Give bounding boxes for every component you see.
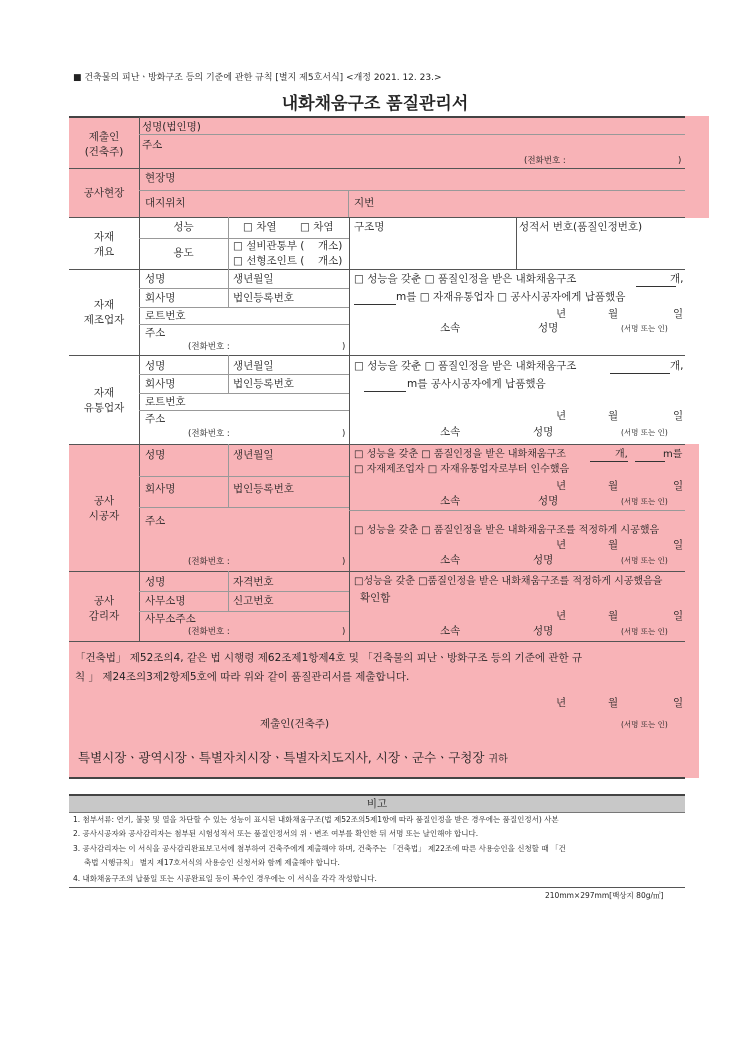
sup-statement-line1: □성능을 갖춘 □품질인정을 받은 내화채움구조를 적정하게 시공했음을 (354, 576, 663, 587)
cont-date-year-2: 년 (556, 539, 567, 551)
dist-company-label: 회사명 (145, 378, 176, 390)
cont-corp-label: 법인등록번호 (233, 483, 294, 495)
decl-date-month: 월 (608, 697, 619, 709)
sup-sign-name: 성명 (533, 625, 554, 637)
decl-submitter: 제출인(건축주) (260, 718, 330, 730)
dist-date-year: 년 (556, 410, 567, 422)
paper-spec: 210mm×297mm[백상지 80g/㎡] (545, 891, 664, 900)
cont-name-label: 성명 (145, 449, 166, 461)
mfr-affiliation: 소속 (440, 322, 461, 334)
mfr-lot-label: 로트번호 (145, 310, 186, 322)
cont-birth-label: 생년월일 (233, 449, 274, 461)
mfr-statement-line1: □ 성능을 갖춘 □ 품질인정을 받은 내화채움구조 (354, 273, 577, 285)
dist-sign-name: 성명 (533, 426, 554, 438)
sup-date-month: 월 (608, 610, 619, 622)
distributor-label: 자재 유통업자 (83, 387, 125, 414)
dist-sign: (서명 또는 인) (621, 428, 668, 437)
cont-address-label: 주소 (145, 515, 166, 527)
sup-name-label: 성명 (145, 576, 166, 588)
note-3a: 3. 공사감리자는 이 서식을 공사감리완료보고서에 첨부하여 건축주에게 제출해야 하며, 건축주는 「건축법」 제22조에 따른 사용승인을 신청할 때 「건 (73, 844, 566, 853)
sup-affiliation: 소속 (440, 625, 461, 637)
decl-sign: (서명 또는 인) (621, 720, 668, 729)
manufacturer-label: 자재 제조업자 (83, 299, 125, 326)
decl-recipient: 특별시장ㆍ광역시장ㆍ특별자치시장ㆍ특별자치도지사, 시장ㆍ군수ㆍ구청장 귀하 (78, 750, 508, 765)
cont-statement-line3: □ 성능을 갖춘 □ 품질인정을 받은 내화채움구조를 적정하게 시공했음 (354, 525, 660, 536)
sup-sign: (서명 또는 인) (621, 627, 668, 636)
sup-office-addr-label: 사무소주소 (145, 613, 196, 625)
dist-birth-label: 생년월일 (233, 360, 274, 372)
mfr-name-label: 성명 (145, 273, 166, 285)
cont-statement-unit: 개, (615, 449, 628, 460)
form-title: 내화채움구조 품질관리서 (281, 94, 469, 114)
cont-statement-line1: □ 성능을 갖춘 □ 품질인정을 받은 내화채움구조 (354, 449, 566, 460)
mfr-date-month: 월 (608, 308, 619, 320)
cont-sign-name-1: 성명 (538, 495, 559, 507)
submitter-name-label: 성명(법인명) (142, 121, 201, 133)
sup-phone-label: (전화번호 : (188, 627, 230, 637)
sup-date-year: 년 (556, 610, 567, 622)
dist-date-month: 월 (608, 410, 619, 422)
opt-pipe-checkbox[interactable]: □ 설비관통부 ( (233, 240, 305, 252)
note-4: 4. 내화채움구조의 납품일 또는 시공완료일 등이 복수인 경우에는 이 서식을 각각 작성합니다. (73, 874, 377, 883)
cont-statement-m: m를 (663, 449, 683, 460)
cont-sign-name-2: 성명 (533, 554, 554, 566)
cont-date-month-2: 월 (608, 539, 619, 551)
cert-label: 성적서 번호(품질인정번호) (519, 221, 643, 233)
notes-title: 비고 (366, 798, 388, 810)
cont-phone-close: ) (342, 557, 346, 567)
cont-phone-label: (전화번호 : (188, 557, 230, 567)
site-location-label: 대지위치 (145, 197, 186, 209)
dist-name-label: 성명 (145, 360, 166, 372)
submitter-label: 제출인 (건축주) (84, 131, 124, 158)
mfr-phone-label: (전화번호 : (188, 342, 230, 352)
cont-date-year: 년 (556, 480, 567, 492)
supervisor-label: 공사 감리자 (88, 595, 120, 622)
site-label: 공사현장 (83, 187, 125, 199)
dist-affiliation: 소속 (440, 426, 461, 438)
sup-phone-close: ) (342, 627, 346, 637)
note-1: 1. 첨부서류: 연기, 불꽃 및 열을 차단할 수 있는 성능이 표시된 내화채움구조(법 제52조의5제1항에 따라 품질인정을 받은 경우에는 품질인정서) 사본 (73, 815, 559, 824)
declaration-line2: 칙 」 제24조의3제2항제5호에 따라 위와 같이 품질관리서를 제출합니다. (75, 671, 410, 683)
mfr-statement-line2: m를 □ 자재유통업자 □ 공사시공자에게 납품했음 (396, 291, 626, 303)
mfr-date-year: 년 (556, 308, 567, 320)
dist-phone-label: (전화번호 : (188, 429, 230, 439)
cont-date-day-2: 일 (673, 539, 684, 551)
cont-affiliation-1: 소속 (440, 495, 461, 507)
mfr-statement-unit: 개, (670, 273, 684, 285)
dist-statement-line2: m를 공사시공자에게 납품했음 (407, 378, 546, 390)
opt-fire-checkbox[interactable]: □ 차염 (300, 221, 334, 233)
table-top-border (69, 116, 685, 118)
sup-date-day: 일 (673, 610, 684, 622)
dist-statement-line1: □ 성능을 갖춘 □ 품질인정을 받은 내화채움구조 (354, 360, 577, 372)
mfr-phone-close: ) (342, 342, 346, 352)
site-lot-label: 지번 (354, 197, 375, 209)
sup-office-label: 사무소명 (145, 595, 186, 607)
opt-joint-unit: 개소) (318, 255, 343, 267)
submitter-phone-close: ) (678, 156, 682, 166)
cont-statement-line2: □ 자재제조업자 □ 자재유통업자로부터 인수했음 (354, 464, 570, 475)
submitter-phone-label: (전화번호 : (524, 156, 566, 166)
mfr-address-label: 주소 (145, 327, 166, 339)
decl-date-year: 년 (556, 697, 567, 709)
legal-reference: ■ 건축물의 피난ㆍ방화구조 등의 기준에 관한 규칙 [별지 제5호서식] <개정 2021. 12. 23.> (73, 73, 442, 83)
mfr-sign: (서명 또는 인) (621, 324, 668, 333)
decl-date-day: 일 (673, 697, 684, 709)
note-2: 2. 공사시공자와 공사감리자는 첨부된 시험성적서 또는 품질인정서의 위ㆍ변조 여부를 확인한 뒤 서명 또는 날인해야 합니다. (73, 829, 479, 838)
opt-joint-checkbox[interactable]: □ 선형조인트 ( (233, 255, 305, 267)
cont-date-day: 일 (673, 480, 684, 492)
mfr-birth-label: 생년월일 (233, 273, 274, 285)
cont-date-month: 월 (608, 480, 619, 492)
notes-header (69, 794, 685, 813)
submitter-address-label: 주소 (142, 139, 163, 151)
dist-statement-unit: 개, (670, 360, 684, 372)
declaration-line1: 「건축법」 제52조의4, 같은 법 시행령 제62조제1항제4호 및 「건축물의 피난ㆍ방화구조 등의 기준에 관한 규 (75, 652, 583, 664)
usage-label: 용도 (173, 247, 194, 259)
mfr-company-label: 회사명 (145, 292, 176, 304)
cont-company-label: 회사명 (145, 483, 176, 495)
material-label: 자재 개요 (93, 231, 115, 258)
cont-sign-2: (서명 또는 인) (621, 556, 668, 565)
opt-fireproof-checkbox[interactable]: □ 차열 (243, 221, 277, 233)
dist-date-day: 일 (673, 410, 684, 422)
opt-pipe-unit: 개소) (318, 240, 343, 252)
dist-lot-label: 로트번호 (145, 396, 186, 408)
dist-address-label: 주소 (145, 413, 166, 425)
mfr-sign-name: 성명 (538, 322, 559, 334)
dist-corp-label: 법인등록번호 (233, 378, 294, 390)
mfr-date-day: 일 (673, 308, 684, 320)
contractor-label: 공사 시공자 (88, 495, 120, 522)
cont-affiliation-2: 소속 (440, 554, 461, 566)
structure-label: 구조명 (354, 221, 385, 233)
site-name-label: 현장명 (145, 172, 176, 184)
sup-qual-label: 자격번호 (233, 576, 274, 588)
mfr-corp-label: 법인등록번호 (233, 292, 294, 304)
cont-sign-1: (서명 또는 인) (621, 497, 668, 506)
note-3b: 축법 시행규칙」 별지 제17호서식의 사용승인 신청서와 함께 제출해야 합니다. (84, 858, 340, 867)
performance-label: 성능 (173, 221, 194, 233)
sup-reg-label: 신고번호 (233, 595, 274, 607)
dist-phone-close: ) (342, 429, 346, 439)
sup-statement-line2: 확인함 (360, 592, 391, 604)
